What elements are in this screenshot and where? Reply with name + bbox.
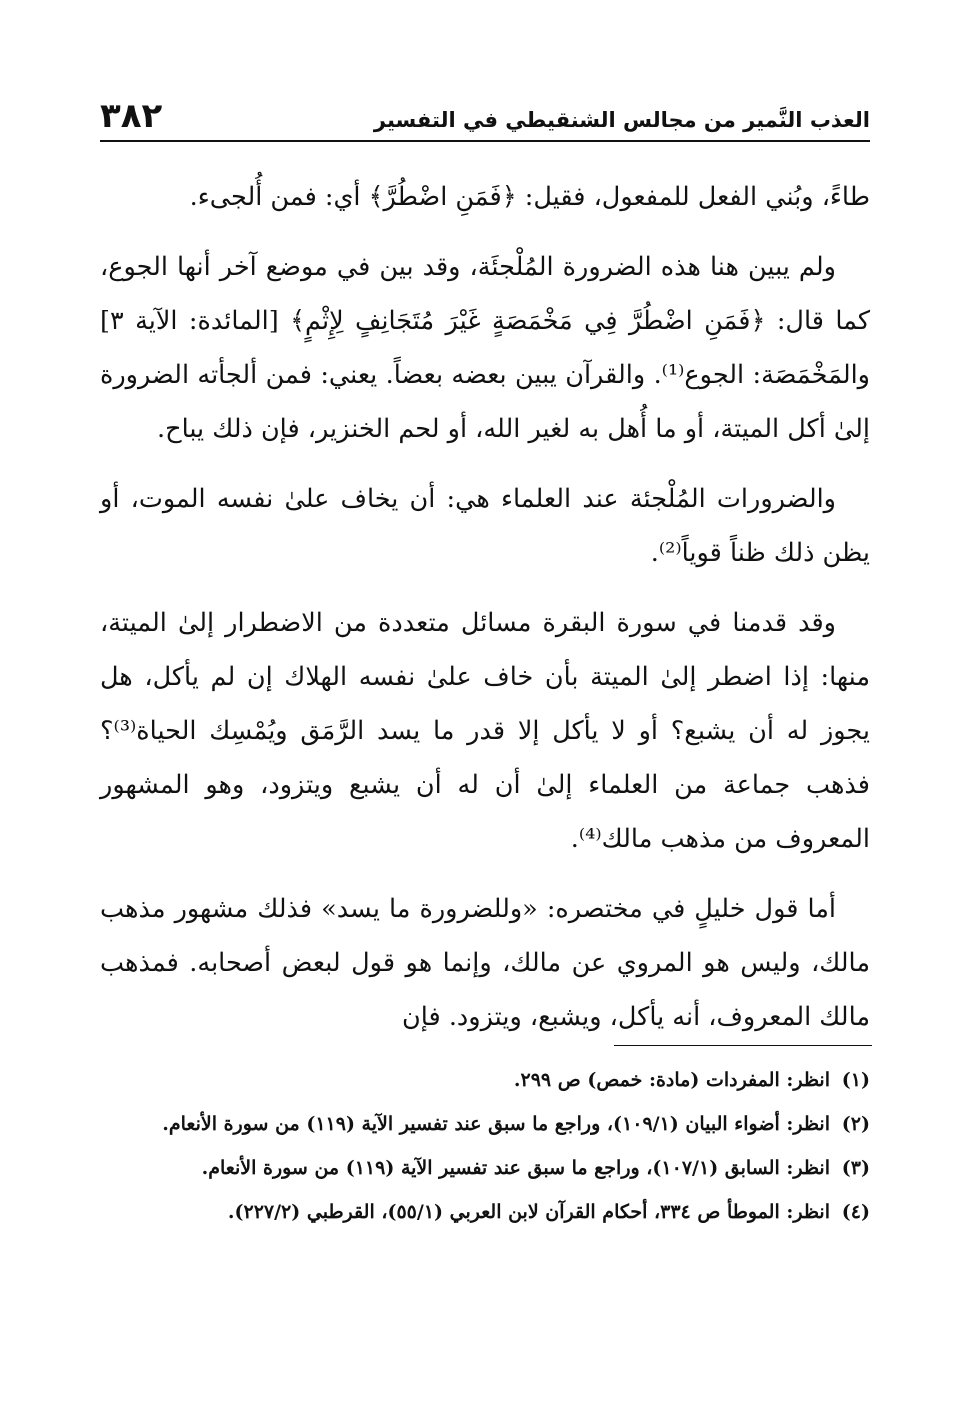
running-title: العذب النَّمير من مجالس الشنقيطي في التفسير: [373, 108, 870, 132]
paragraph-1: طاءً، وبُني الفعل للمفعول، فقيل: ﴿فَمَنِ اضْطُرَّ﴾ أي: فمن أُلجىء.: [189, 182, 870, 212]
footnote-3: [100, 1148, 870, 1188]
footnote-text: انظر: الموطأ ص ٣٣٤، أحكام القرآن لابن العربي (٥٥/١)، القرطبي (٢٢٧/٢).: [227, 1201, 830, 1223]
footnote-number: (١): [841, 1069, 870, 1091]
footnote-number: (٣): [841, 1157, 870, 1179]
footnote-4: [100, 1192, 870, 1232]
paragraph-3: والضرورات المُلْجئة عند العلماء هي: أن يخاف علىٰ نفسه الموت، أو يظن ذلك ظناً قوياً⁽²⁾.: [100, 484, 870, 568]
page-number: ٣٨٢: [100, 96, 163, 136]
footnote-2: [100, 1104, 870, 1144]
footnote-number: (٤): [841, 1201, 870, 1223]
footnote-text: انظر: السابق (١٠٧/١)، وراجع ما سبق عند تفسير الآية (١١٩) من سورة الأنعام.: [201, 1157, 830, 1179]
footnote-1: [100, 1060, 870, 1100]
main-text: [100, 170, 870, 1060]
footnote-separator: [614, 1045, 872, 1046]
footnote-text: انظر: المفردات (مادة: خمص) ص ٢٩٩.: [513, 1069, 830, 1091]
paragraph-5: أما قول خليلٍ في مختصره: «وللضرورة ما يسد» فذلك مشهور مذهب مالك، وليس هو المروي عن مالك، وإنما هو قول لبعض أصحابه. فمذهب مالك المعروف، أنه يأكل، ويشبع، ويتزود. فإن: [100, 894, 870, 1032]
footnote-number: (٢): [841, 1113, 870, 1135]
paragraph-2: ولم يبين هنا هذه الضرورة المُلْجئَة، وقد بين في موضع آخر أنها الجوع، كما قال: ﴿فَمَنِ اضْطُرَّ فِي مَخْمَصَةٍ غَيْرَ مُتَجَانِفٍ لِإِثْمٍ﴾ [المائدة: الآية ٣] والمَخْمَصَة: الجوع⁽¹⁾. والقرآن يبين بعضه بعضاً. يعني: فمن ألجأته الضرورة إلىٰ أكل الميتة، أو ما أُهل به لغير الله، أو لحم الخنزير، فإن ذلك يباح.: [100, 252, 871, 444]
footnotes: [100, 1060, 870, 1236]
footnote-text: انظر: أضواء البيان (١٠٩/١)، وراجع ما سبق عند تفسير الآية (١١٩) من سورة الأنعام.: [162, 1113, 830, 1135]
paragraph-4: وقد قدمنا في سورة البقرة مسائل متعددة من الاضطرار إلىٰ الميتة، منها: إذا اضطر إلىٰ الميتة بأن خاف علىٰ نفسه الهلاك إن لم يأكل، هل يجوز له أن يشبع؟ أو لا يأكل إلا قدر ما يسد الرَّمَق ويُمْسِك الحياة⁽³⁾؟ فذهب جماعة من العلماء إلىٰ أن له أن يشبع ويتزود، وهو المشهور المعروف من مذهب مالك⁽⁴⁾.: [100, 608, 870, 854]
page-header: [100, 88, 870, 142]
